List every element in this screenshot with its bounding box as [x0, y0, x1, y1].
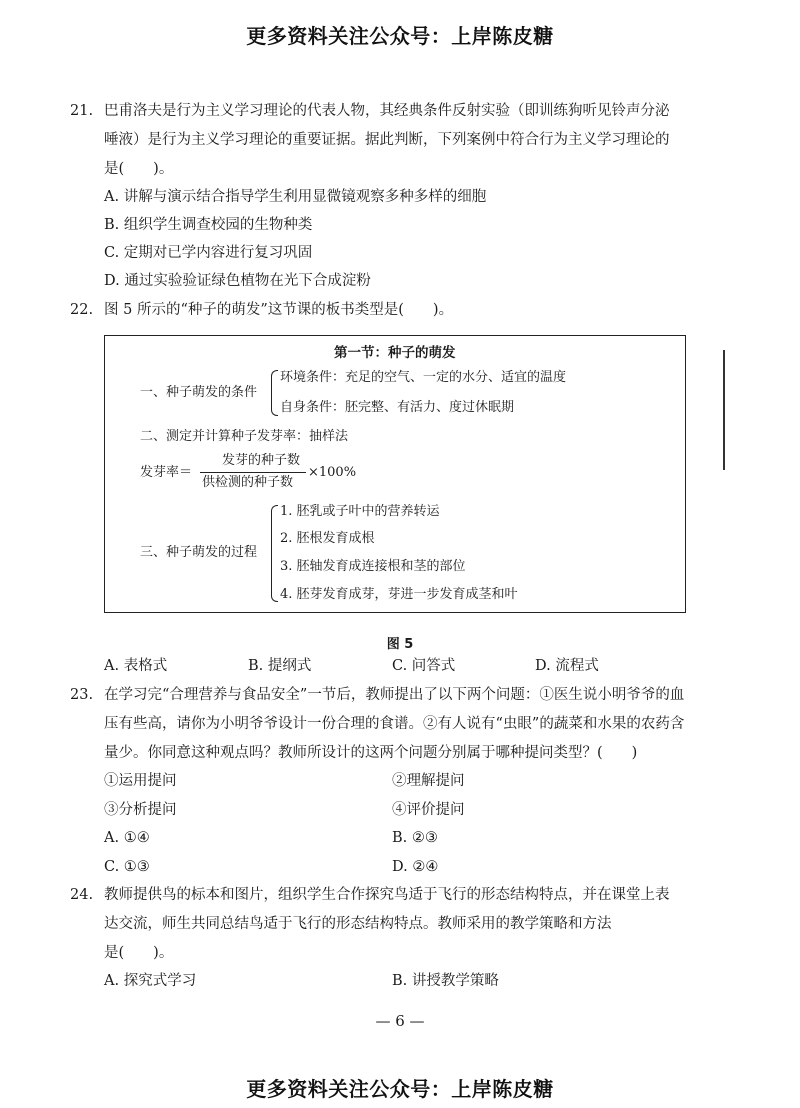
figure-section-3-label: 三、种子萌发的过程 — [140, 545, 258, 560]
question-23-stem-line-2: 压有些高，请你为小明爷爷设计一份合理的食谱。②有人说有“虫眼”的蔬菜和水果的农药含 — [104, 716, 685, 732]
question-number-23: 23. — [70, 687, 94, 703]
question-24-option-b: B. 讲授教学策略 — [392, 973, 499, 989]
page-number: — 6 — — [375, 1012, 425, 1030]
footer-banner: 更多资料关注公众号：上岸陈皮糖 — [246, 1077, 554, 1101]
question-22-stem: 图 5 所示的“种子的萌发”这节课的板书类型是( )。 — [104, 302, 454, 318]
question-21-option-d: D. 通过实验验证绿色植物在光下合成淀粉 — [104, 273, 371, 289]
question-number-24: 24. — [70, 887, 94, 903]
question-21-stem-line-2: 唾液）是行为主义学习理论的重要证据。据此判断，下列案例中符合行为主义学习理论的 — [104, 132, 670, 148]
question-23-type-3: ③分析提问 — [104, 802, 177, 818]
question-23-stem-line-3: 量少。你同意这种观点吗？教师所设计的这两个问题分别属于哪种提问类型？( ) — [104, 745, 638, 761]
figure-rate-denominator: 供检测的种子数 — [202, 475, 294, 490]
question-number-21: 21. — [70, 103, 94, 119]
figure-section-3-item-1: 1. 胚乳或子叶中的营养转运 — [280, 504, 440, 519]
question-21-option-b: B. 组织学生调查校园的生物种类 — [104, 217, 313, 233]
figure-fraction-bar — [200, 472, 306, 473]
question-22-option-c: C. 问答式 — [392, 658, 456, 674]
question-21-option-a: A. 讲解与演示结合指导学生利用显微镜观察多种多样的细胞 — [104, 189, 487, 205]
figure-section-1-item-1: 环境条件：充足的空气、一定的水分、适宜的温度 — [280, 370, 567, 385]
figure-section-2: 二、测定并计算种子发芽率：抽样法 — [140, 429, 349, 444]
question-21-stem-line-3: 是( )。 — [104, 161, 174, 177]
figure-section-3-item-3: 3. 胚轴发育成连接根和茎的部位 — [280, 559, 466, 574]
question-23-stem-line-1: 在学习完“合理营养与食品安全”一节后，教师提出了以下两个问题：①医生说小明爷爷的血 — [104, 687, 685, 703]
figure-rate-numerator: 发芽的种子数 — [222, 453, 301, 468]
figure-section-3-item-2: 2. 胚根发育成根 — [280, 531, 375, 546]
header-banner: 更多资料关注公众号：上岸陈皮糖 — [246, 24, 554, 48]
figure-caption: 图 5 — [386, 637, 414, 652]
question-23-option-a: A. ①④ — [104, 830, 150, 846]
question-number-22: 22. — [70, 302, 94, 318]
figure-title: 第一节：种子的萌发 — [334, 345, 456, 361]
question-22-option-d: D. 流程式 — [535, 658, 599, 674]
figure-rate-label: 发芽率＝ — [140, 465, 193, 480]
question-24-stem-line-1: 教师提供鸟的标本和图片，组织学生合作探究鸟适于飞行的形态结构特点，并在课堂上表 — [104, 887, 670, 903]
question-23-type-1: ①运用提问 — [104, 773, 177, 789]
question-24-stem-line-2: 达交流，师生共同总结鸟适于飞行的形态结构特点。教师采用的教学策略和方法 — [104, 916, 612, 932]
question-22-option-b: B. 提纲式 — [248, 658, 312, 674]
figure-brace-1 — [271, 370, 278, 416]
question-23-option-b: B. ②③ — [392, 830, 438, 846]
figure-section-3-item-4: 4. 胚芽发育成芽，芽进一步发育成茎和叶 — [280, 587, 518, 602]
question-23-type-2: ②理解提问 — [392, 773, 465, 789]
figure-section-1-item-2: 自身条件：胚完整、有活力、度过休眠期 — [280, 400, 515, 415]
question-23-type-4: ④评价提问 — [392, 802, 465, 818]
scan-margin-line — [723, 350, 725, 470]
question-24-stem-line-3: 是( )。 — [104, 945, 174, 961]
figure-section-1-label: 一、种子萌发的条件 — [140, 385, 258, 400]
question-24-option-a: A. 探究式学习 — [104, 973, 197, 989]
figure-rate-multiplier: ×100% — [308, 465, 357, 480]
figure-brace-3 — [271, 505, 278, 602]
question-23-option-c: C. ①③ — [104, 859, 150, 875]
question-22-option-a: A. 表格式 — [104, 658, 168, 674]
question-23-option-d: D. ②④ — [392, 859, 439, 875]
question-21-stem-line-1: 巴甫洛夫是行为主义学习理论的代表人物，其经典条件反射实验（即训练狗听见铃声分泌 — [104, 103, 670, 119]
question-21-option-c: C. 定期对已学内容进行复习巩固 — [104, 245, 313, 261]
